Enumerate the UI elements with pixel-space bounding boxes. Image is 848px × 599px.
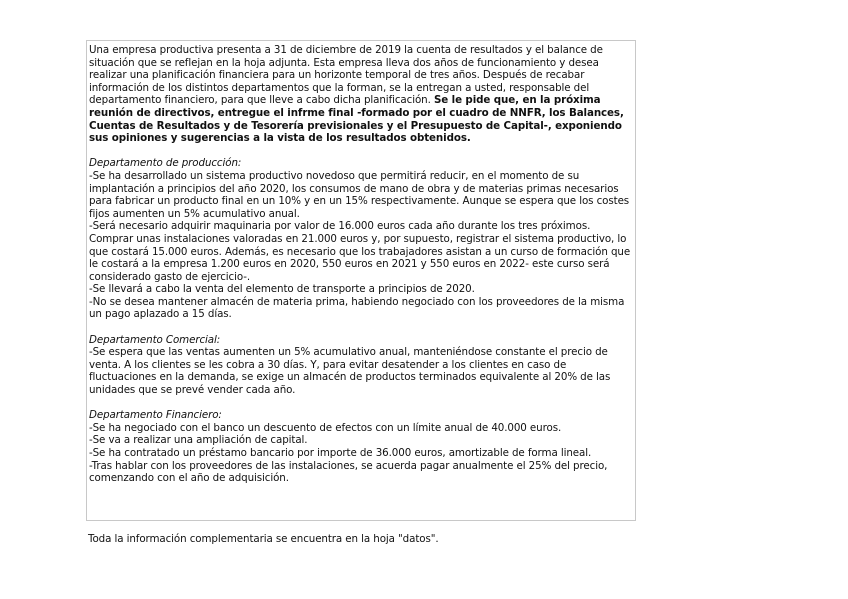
financiero-heading: Departamento Financiero: [89, 409, 222, 422]
produccion-item: -Se ha desarrollado un sistema productivo novedoso que permitirá reducir, en el momento de su implantación a principios del año 2020, los consumos de mano de obra y de materias primas necesarios para fabricar un producto final en un 10% y en un 15% respectivamente. Aunque se espera que los costes fijos aumenten un 5% acumulativo anual. [89, 169, 630, 220]
comercial-heading: Departamento Comercial: [89, 333, 221, 346]
intro-bold-text: Se le pide que, en la próxima reunión de directivos, entregue el infrme final -formado por el cuadro de NNFR, los Balances, Cuentas de Resultados y de Tesorería previsionales y el Presupuesto de Capital-, exponiendo sus opiniones y sugerencias a la vista de los resultados obtenidos. [89, 94, 624, 145]
produccion-item: -No se desea mantener almacén de materia prima, habiendo negociado con los proveedores de la misma un pago aplazado a 15 días. [89, 295, 625, 321]
financiero-item: -Tras hablar con los proveedores de las instalaciones, se acuerda pagar anualmente el 25% del precio, comenzando con el año de adquisición. [89, 459, 608, 485]
produccion-item: -Se llevará a cabo la venta del elemento de transporte a principios de 2020. [89, 283, 475, 296]
produccion-item: -Será necesario adquirir maquinaria por valor de 16.000 euros cada año durante los tres próximos. Comprar unas instalaciones valoradas en 21.000 euros y, por supuesto, registrar el sistema productivo, lo que costará 15.000 euros. Además, es necesario que los trabajadores asistan a un curso de formación que le costará a la empresa 1.200 euros en 2020, 550 euros en 2021 y 550 euros en 2022- este curso será considerado gasto de ejercicio-. [89, 220, 631, 283]
intro-paragraph [89, 44, 633, 145]
financiero-item: -Se va a realizar una ampliación de capital. [89, 434, 308, 447]
comercial-item: -Se espera que las ventas aumenten un 5% acumulativo anual, manteniéndose constante el precio de venta. A los clientes se les cobra a 30 días. Y, para evitar desatender a los clientes en caso de fluctuaciones en la demanda, se exige un almacén de productos terminados equivalente al 20% de las unidades que se prevé vender cada año. [89, 346, 611, 397]
footer-note: Toda la información complementaria se encuentra en la hoja "datos". [88, 533, 439, 545]
statement-text-box [86, 40, 636, 521]
produccion-heading: Departamento de producción: [89, 157, 242, 170]
financiero-item: -Se ha contratado un préstamo bancario por importe de 36.000 euros, amortizable de forma lineal. [89, 447, 592, 459]
financiero-item: -Se ha negociado con el banco un descuento de efectos con un límite anual de 40.000 euros. [89, 421, 562, 434]
intro-text: Una empresa productiva presenta a 31 de diciembre de 2019 la cuenta de resultados y el balance de situación que se reflejan en la hoja adjunta. Esta empresa lleva dos años de funcionamiento y desea realizar una planificación financiera para un horizonte temporal de tres años. Después de recabar información de los distintos departamentos que la forman, se la entregan a usted, responsable del departamento financiero, para que lleve a cabo dicha planificación. [89, 44, 603, 107]
